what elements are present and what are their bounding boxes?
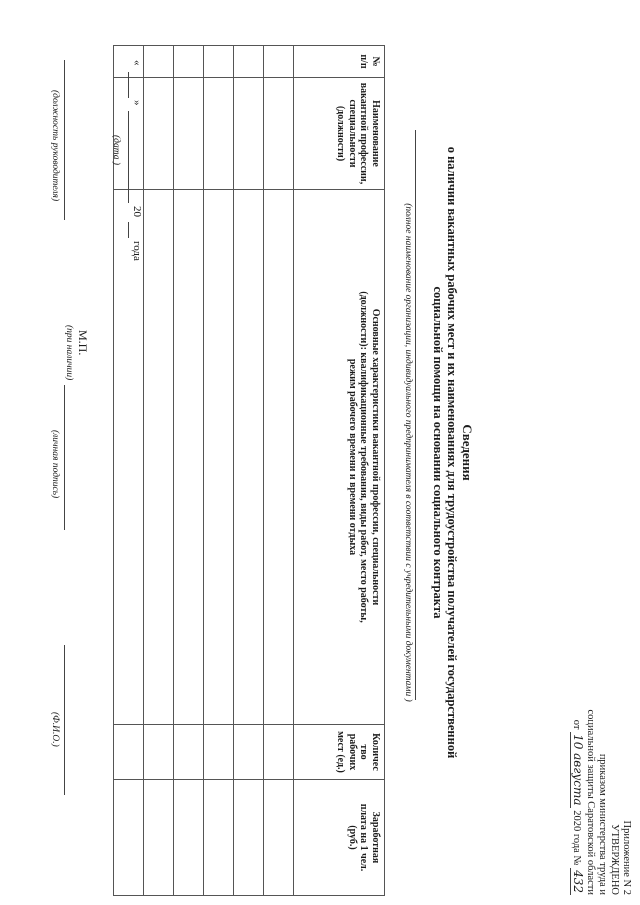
organization-name-hint: (полное наименование организации, индивидуального предпринимателя в соответствии с учредительными документами ) [403, 203, 413, 702]
table-cell [204, 190, 234, 725]
table-cell [174, 78, 204, 190]
table-cell [204, 78, 234, 190]
full-name-line [64, 645, 65, 795]
stamp-hint: (при наличии) [64, 325, 74, 381]
date-hint: (дата ) [111, 135, 121, 165]
signature-line [64, 385, 65, 530]
table-cell [204, 46, 234, 78]
column-header-profession: Наименование вакантной профессии, специальности (должности) [294, 78, 385, 190]
year-line [128, 222, 129, 238]
table-cell [144, 46, 174, 78]
table-row [144, 46, 174, 896]
table-cell [114, 780, 144, 896]
column-header-workplaces: Количес тво рабочих мест (ед.) [294, 725, 385, 780]
subtitle-line-2: социальной помощи на основании социального контракта [431, 286, 445, 619]
order-line-1: приказом министерства труда и [597, 753, 608, 895]
table-cell [264, 46, 294, 78]
table-cell [264, 190, 294, 725]
position-hint: (должность руководителя) [50, 90, 60, 202]
table-row [204, 46, 234, 896]
signature-hint: (личная подпись) [50, 430, 60, 499]
table-cell [204, 725, 234, 780]
order-date-line [570, 690, 584, 895]
table-cell [114, 190, 144, 725]
table-cell [234, 78, 264, 190]
day-line [128, 72, 129, 98]
table-cell [174, 190, 204, 725]
approval-stamp-block [570, 690, 632, 895]
full-name-hint: (Ф.И.О.) [50, 712, 60, 747]
table-cell [204, 780, 234, 896]
table-cell [174, 780, 204, 896]
document-subtitle [431, 0, 459, 905]
table-cell [234, 46, 264, 78]
table-cell [264, 725, 294, 780]
table-cell [234, 780, 264, 896]
date-open-quote: « [131, 60, 143, 66]
table-cell [144, 725, 174, 780]
year-text: 2020 года № [571, 810, 582, 866]
table-cell [264, 78, 294, 190]
date-close-quote: » [131, 100, 143, 106]
table-cell [174, 725, 204, 780]
year-prefix: 20 [131, 206, 143, 217]
order-line-2: социальной защиты Саратовской области [585, 709, 596, 895]
position-line [64, 60, 65, 220]
table-cell [144, 190, 174, 725]
table-cell [144, 78, 174, 190]
table-cell [174, 46, 204, 78]
table-row [174, 46, 204, 896]
month-line [128, 111, 129, 203]
column-header-number: № п/п [294, 46, 385, 78]
document-title: Сведения [460, 424, 475, 481]
table-body [114, 46, 294, 896]
column-header-salary: Заработная плата на 1 чел. (руб.) [294, 780, 385, 896]
handwritten-date: 10 августа [571, 734, 585, 806]
table-row [234, 46, 264, 896]
approved-label: УТВЕРЖДЕНО [609, 824, 620, 895]
table-cell [144, 780, 174, 896]
stamp-label: М.П. [76, 330, 90, 356]
table-cell [234, 190, 264, 725]
vacancies-table [113, 45, 385, 896]
annex-number: Приложение N 2 [621, 820, 632, 895]
organization-name-line [415, 130, 416, 700]
column-header-characteristics: Основные характеристики вакантной профессии, специальности (должности): квалификационные требования, виды работ, место работы, режим рабочего времени и времени отдыха [294, 190, 385, 725]
table-header-row [294, 46, 385, 896]
table-row [264, 46, 294, 896]
table-cell [114, 725, 144, 780]
date-prefix: от [571, 719, 582, 730]
table-cell [234, 725, 264, 780]
handwritten-order-number: 432 [571, 870, 585, 893]
subtitle-line-1: о наличии вакантных рабочих мест и их наименованиях для трудоустройства получателей государственной [445, 146, 459, 759]
year-suffix: года [131, 241, 143, 261]
table-cell [264, 780, 294, 896]
